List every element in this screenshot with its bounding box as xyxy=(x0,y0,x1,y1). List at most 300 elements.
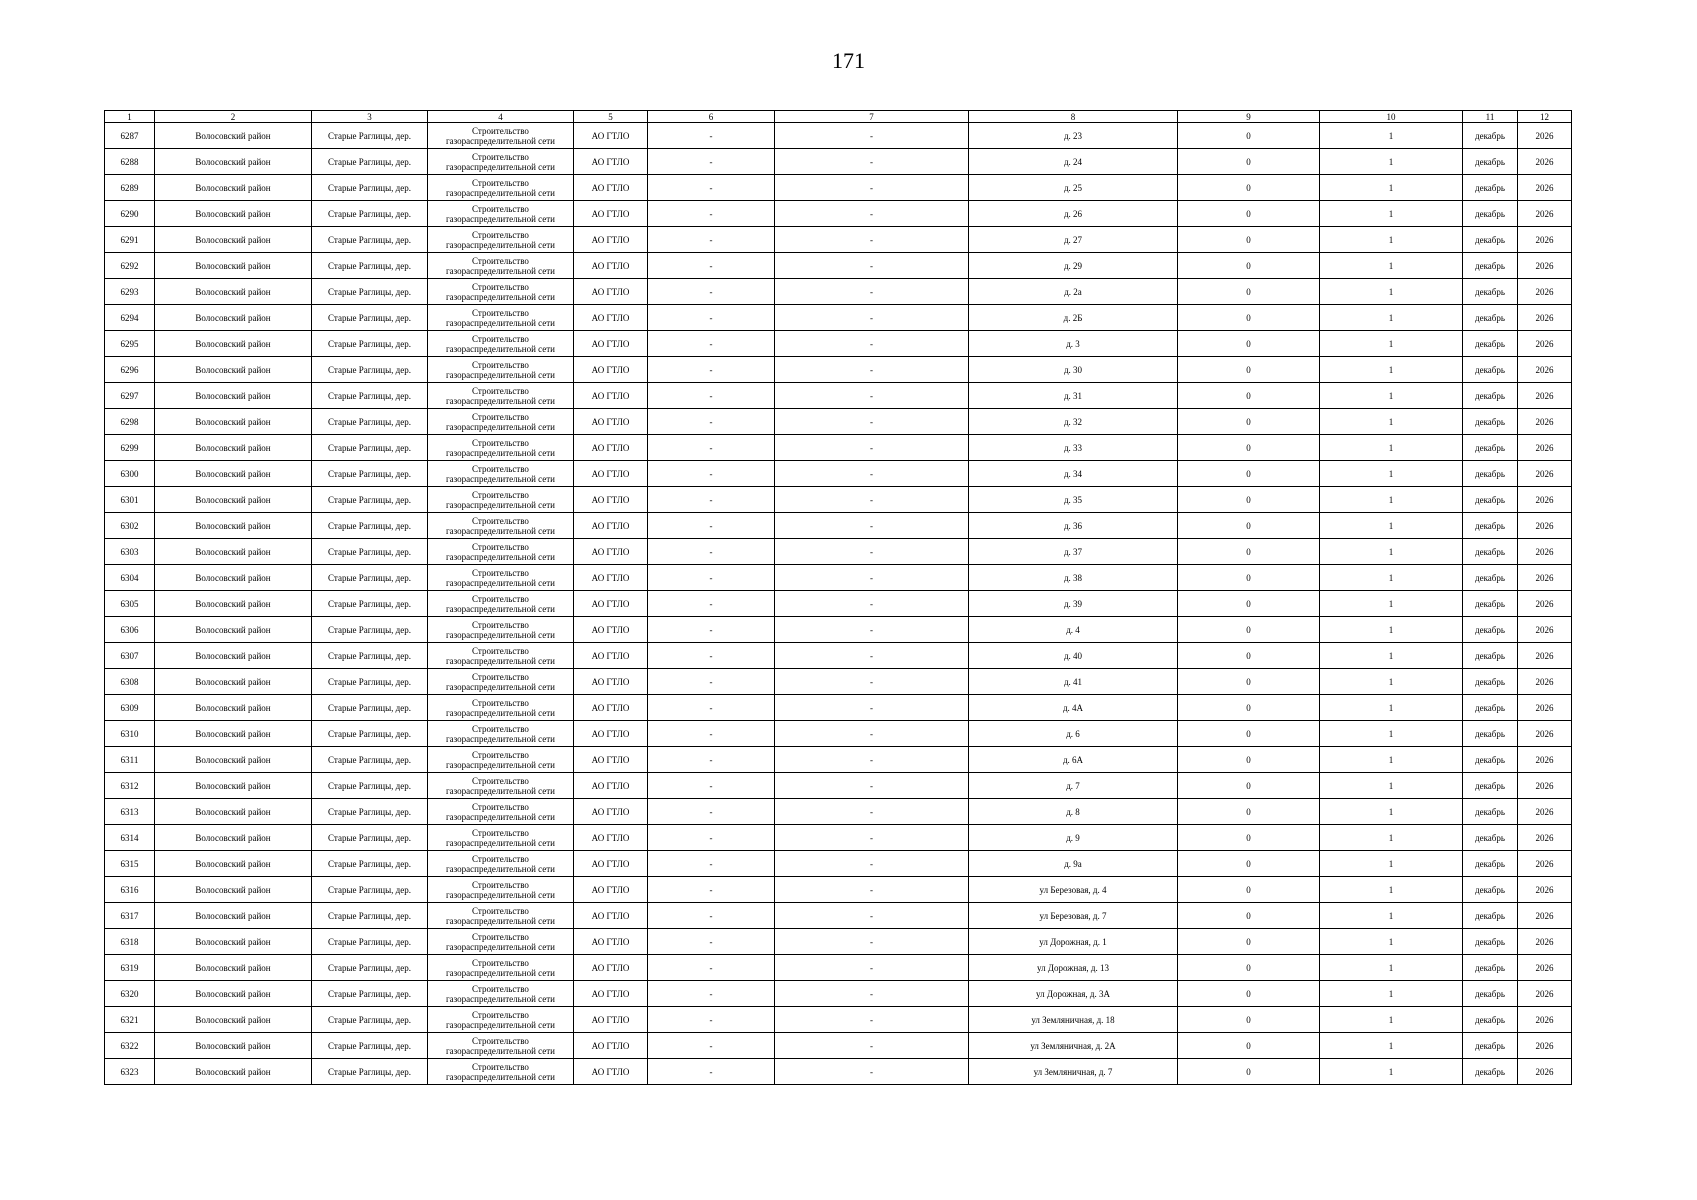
column-9-cell: 0 xyxy=(1178,669,1320,695)
column-6-cell: - xyxy=(648,695,775,721)
column-6-cell: - xyxy=(648,123,775,149)
year-cell: 2026 xyxy=(1518,175,1572,201)
column-9-cell: 0 xyxy=(1178,513,1320,539)
year-cell: 2026 xyxy=(1518,773,1572,799)
table-row xyxy=(105,617,1572,643)
column-7-cell: - xyxy=(775,227,969,253)
year-cell: 2026 xyxy=(1518,279,1572,305)
organization-cell: АО ГТЛО xyxy=(574,773,648,799)
column-9-cell: 0 xyxy=(1178,331,1320,357)
column-6-cell: - xyxy=(648,721,775,747)
district-cell: Волосовский район xyxy=(155,1033,312,1059)
settlement-cell: Старые Раглицы, дер. xyxy=(312,565,428,591)
year-cell: 2026 xyxy=(1518,825,1572,851)
district-cell: Волосовский район xyxy=(155,331,312,357)
row-number: 6310 xyxy=(105,721,155,747)
column-6-cell: - xyxy=(648,565,775,591)
address-cell: ул Березовая, д. 7 xyxy=(969,903,1178,929)
column-7-cell: - xyxy=(775,669,969,695)
table-row xyxy=(105,643,1572,669)
year-cell: 2026 xyxy=(1518,539,1572,565)
table-row xyxy=(105,1007,1572,1033)
column-6-cell: - xyxy=(648,825,775,851)
column-header: 11 xyxy=(1463,111,1518,123)
column-10-cell: 1 xyxy=(1320,227,1463,253)
address-cell: д. 26 xyxy=(969,201,1178,227)
column-10-cell: 1 xyxy=(1320,487,1463,513)
year-cell: 2026 xyxy=(1518,253,1572,279)
address-cell: д. 4А xyxy=(969,695,1178,721)
table-row xyxy=(105,175,1572,201)
organization-cell: АО ГТЛО xyxy=(574,227,648,253)
work-type-cell: Строительство газораспределительной сети xyxy=(428,539,574,565)
year-cell: 2026 xyxy=(1518,721,1572,747)
month-cell: декабрь xyxy=(1463,929,1518,955)
year-cell: 2026 xyxy=(1518,955,1572,981)
address-cell: д. 34 xyxy=(969,461,1178,487)
row-number: 6315 xyxy=(105,851,155,877)
row-number: 6294 xyxy=(105,305,155,331)
column-6-cell: - xyxy=(648,201,775,227)
column-7-cell: - xyxy=(775,799,969,825)
month-cell: декабрь xyxy=(1463,461,1518,487)
district-cell: Волосовский район xyxy=(155,123,312,149)
address-cell: ул Дорожная, д. 13 xyxy=(969,955,1178,981)
district-cell: Волосовский район xyxy=(155,487,312,513)
district-cell: Волосовский район xyxy=(155,149,312,175)
column-7-cell: - xyxy=(775,279,969,305)
row-number: 6307 xyxy=(105,643,155,669)
address-cell: д. 24 xyxy=(969,149,1178,175)
table-row xyxy=(105,851,1572,877)
organization-cell: АО ГТЛО xyxy=(574,279,648,305)
settlement-cell: Старые Раглицы, дер. xyxy=(312,799,428,825)
settlement-cell: Старые Раглицы, дер. xyxy=(312,409,428,435)
column-6-cell: - xyxy=(648,929,775,955)
organization-cell: АО ГТЛО xyxy=(574,877,648,903)
column-6-cell: - xyxy=(648,591,775,617)
column-10-cell: 1 xyxy=(1320,721,1463,747)
table-row xyxy=(105,825,1572,851)
district-cell: Волосовский район xyxy=(155,721,312,747)
district-cell: Волосовский район xyxy=(155,955,312,981)
organization-cell: АО ГТЛО xyxy=(574,1033,648,1059)
column-10-cell: 1 xyxy=(1320,383,1463,409)
district-cell: Волосовский район xyxy=(155,305,312,331)
district-cell: Волосовский район xyxy=(155,1059,312,1085)
settlement-cell: Старые Раглицы, дер. xyxy=(312,643,428,669)
address-cell: д. 31 xyxy=(969,383,1178,409)
work-type-cell: Строительство газораспределительной сети xyxy=(428,331,574,357)
table-row xyxy=(105,435,1572,461)
month-cell: декабрь xyxy=(1463,331,1518,357)
column-7-cell: - xyxy=(775,877,969,903)
address-cell: д. 2а xyxy=(969,279,1178,305)
work-type-cell: Строительство газораспределительной сети xyxy=(428,305,574,331)
column-6-cell: - xyxy=(648,227,775,253)
row-number: 6300 xyxy=(105,461,155,487)
row-number: 6318 xyxy=(105,929,155,955)
address-cell: д. 2Б xyxy=(969,305,1178,331)
month-cell: декабрь xyxy=(1463,123,1518,149)
column-header: 9 xyxy=(1178,111,1320,123)
organization-cell: АО ГТЛО xyxy=(574,513,648,539)
row-number: 6302 xyxy=(105,513,155,539)
work-type-cell: Строительство газораспределительной сети xyxy=(428,1033,574,1059)
month-cell: декабрь xyxy=(1463,1033,1518,1059)
district-cell: Волосовский район xyxy=(155,825,312,851)
year-cell: 2026 xyxy=(1518,123,1572,149)
table-row xyxy=(105,773,1572,799)
column-10-cell: 1 xyxy=(1320,357,1463,383)
work-type-cell: Строительство газораспределительной сети xyxy=(428,877,574,903)
address-cell: д. 37 xyxy=(969,539,1178,565)
column-header: 8 xyxy=(969,111,1178,123)
column-6-cell: - xyxy=(648,149,775,175)
table-row xyxy=(105,721,1572,747)
column-9-cell: 0 xyxy=(1178,1033,1320,1059)
district-cell: Волосовский район xyxy=(155,981,312,1007)
month-cell: декабрь xyxy=(1463,643,1518,669)
organization-cell: АО ГТЛО xyxy=(574,201,648,227)
table-row xyxy=(105,955,1572,981)
work-type-cell: Строительство газораспределительной сети xyxy=(428,149,574,175)
row-number: 6299 xyxy=(105,435,155,461)
settlement-cell: Старые Раглицы, дер. xyxy=(312,487,428,513)
work-type-cell: Строительство газораспределительной сети xyxy=(428,175,574,201)
settlement-cell: Старые Раглицы, дер. xyxy=(312,305,428,331)
year-cell: 2026 xyxy=(1518,383,1572,409)
work-type-cell: Строительство газораспределительной сети xyxy=(428,825,574,851)
row-number: 6290 xyxy=(105,201,155,227)
column-6-cell: - xyxy=(648,747,775,773)
column-10-cell: 1 xyxy=(1320,825,1463,851)
settlement-cell: Старые Раглицы, дер. xyxy=(312,773,428,799)
year-cell: 2026 xyxy=(1518,643,1572,669)
column-10-cell: 1 xyxy=(1320,201,1463,227)
column-7-cell: - xyxy=(775,643,969,669)
settlement-cell: Старые Раглицы, дер. xyxy=(312,253,428,279)
page-number: 171 xyxy=(832,48,865,73)
table-row xyxy=(105,747,1572,773)
column-6-cell: - xyxy=(648,513,775,539)
district-cell: Волосовский район xyxy=(155,617,312,643)
settlement-cell: Старые Раглицы, дер. xyxy=(312,357,428,383)
district-cell: Волосовский район xyxy=(155,383,312,409)
column-10-cell: 1 xyxy=(1320,539,1463,565)
column-10-cell: 1 xyxy=(1320,929,1463,955)
year-cell: 2026 xyxy=(1518,695,1572,721)
table-row xyxy=(105,903,1572,929)
header-row xyxy=(105,111,1572,123)
address-cell: д. 8 xyxy=(969,799,1178,825)
column-7-cell: - xyxy=(775,123,969,149)
column-6-cell: - xyxy=(648,435,775,461)
column-10-cell: 1 xyxy=(1320,773,1463,799)
column-10-cell: 1 xyxy=(1320,123,1463,149)
settlement-cell: Старые Раглицы, дер. xyxy=(312,175,428,201)
organization-cell: АО ГТЛО xyxy=(574,305,648,331)
table-row xyxy=(105,357,1572,383)
column-6-cell: - xyxy=(648,877,775,903)
table-row xyxy=(105,149,1572,175)
district-cell: Волосовский район xyxy=(155,877,312,903)
organization-cell: АО ГТЛО xyxy=(574,357,648,383)
row-number: 6321 xyxy=(105,1007,155,1033)
organization-cell: АО ГТЛО xyxy=(574,643,648,669)
month-cell: декабрь xyxy=(1463,773,1518,799)
year-cell: 2026 xyxy=(1518,201,1572,227)
row-number: 6319 xyxy=(105,955,155,981)
year-cell: 2026 xyxy=(1518,1059,1572,1085)
row-number: 6298 xyxy=(105,409,155,435)
row-number: 6320 xyxy=(105,981,155,1007)
month-cell: декабрь xyxy=(1463,617,1518,643)
column-7-cell: - xyxy=(775,331,969,357)
column-10-cell: 1 xyxy=(1320,591,1463,617)
column-7-cell: - xyxy=(775,149,969,175)
district-cell: Волосовский район xyxy=(155,409,312,435)
organization-cell: АО ГТЛО xyxy=(574,747,648,773)
work-type-cell: Строительство газораспределительной сети xyxy=(428,253,574,279)
district-cell: Волосовский район xyxy=(155,227,312,253)
column-6-cell: - xyxy=(648,981,775,1007)
column-7-cell: - xyxy=(775,773,969,799)
work-type-cell: Строительство газораспределительной сети xyxy=(428,461,574,487)
column-7-cell: - xyxy=(775,981,969,1007)
organization-cell: АО ГТЛО xyxy=(574,721,648,747)
district-cell: Волосовский район xyxy=(155,799,312,825)
column-7-cell: - xyxy=(775,591,969,617)
address-cell: ул Дорожная, д. 1 xyxy=(969,929,1178,955)
column-7-cell: - xyxy=(775,851,969,877)
organization-cell: АО ГТЛО xyxy=(574,1059,648,1085)
column-6-cell: - xyxy=(648,903,775,929)
address-cell: д. 39 xyxy=(969,591,1178,617)
organization-cell: АО ГТЛО xyxy=(574,851,648,877)
column-header: 4 xyxy=(428,111,574,123)
month-cell: декабрь xyxy=(1463,877,1518,903)
work-type-cell: Строительство газораспределительной сети xyxy=(428,955,574,981)
year-cell: 2026 xyxy=(1518,747,1572,773)
column-6-cell: - xyxy=(648,305,775,331)
column-9-cell: 0 xyxy=(1178,981,1320,1007)
address-cell: д. 9а xyxy=(969,851,1178,877)
settlement-cell: Старые Раглицы, дер. xyxy=(312,513,428,539)
address-cell: д. 36 xyxy=(969,513,1178,539)
table-row xyxy=(105,461,1572,487)
column-6-cell: - xyxy=(648,1033,775,1059)
month-cell: декабрь xyxy=(1463,981,1518,1007)
organization-cell: АО ГТЛО xyxy=(574,565,648,591)
table-row xyxy=(105,877,1572,903)
column-7-cell: - xyxy=(775,617,969,643)
district-cell: Волосовский район xyxy=(155,851,312,877)
district-cell: Волосовский район xyxy=(155,539,312,565)
row-number: 6304 xyxy=(105,565,155,591)
row-number: 6312 xyxy=(105,773,155,799)
district-cell: Волосовский район xyxy=(155,643,312,669)
column-9-cell: 0 xyxy=(1178,721,1320,747)
month-cell: декабрь xyxy=(1463,903,1518,929)
column-6-cell: - xyxy=(648,617,775,643)
year-cell: 2026 xyxy=(1518,149,1572,175)
column-9-cell: 0 xyxy=(1178,591,1320,617)
column-10-cell: 1 xyxy=(1320,669,1463,695)
column-6-cell: - xyxy=(648,669,775,695)
column-header: 12 xyxy=(1518,111,1572,123)
column-9-cell: 0 xyxy=(1178,747,1320,773)
column-6-cell: - xyxy=(648,851,775,877)
settlement-cell: Старые Раглицы, дер. xyxy=(312,747,428,773)
column-9-cell: 0 xyxy=(1178,1059,1320,1085)
column-9-cell: 0 xyxy=(1178,929,1320,955)
settlement-cell: Старые Раглицы, дер. xyxy=(312,331,428,357)
column-10-cell: 1 xyxy=(1320,643,1463,669)
organization-cell: АО ГТЛО xyxy=(574,383,648,409)
column-10-cell: 1 xyxy=(1320,435,1463,461)
work-type-cell: Строительство газораспределительной сети xyxy=(428,747,574,773)
column-7-cell: - xyxy=(775,1059,969,1085)
table-row xyxy=(105,383,1572,409)
month-cell: декабрь xyxy=(1463,669,1518,695)
column-10-cell: 1 xyxy=(1320,903,1463,929)
column-6-cell: - xyxy=(648,383,775,409)
organization-cell: АО ГТЛО xyxy=(574,799,648,825)
column-7-cell: - xyxy=(775,175,969,201)
column-7-cell: - xyxy=(775,513,969,539)
work-type-cell: Строительство газораспределительной сети xyxy=(428,227,574,253)
column-9-cell: 0 xyxy=(1178,201,1320,227)
year-cell: 2026 xyxy=(1518,617,1572,643)
address-cell: ул Дорожная, д. 3А xyxy=(969,981,1178,1007)
column-7-cell: - xyxy=(775,747,969,773)
organization-cell: АО ГТЛО xyxy=(574,825,648,851)
district-cell: Волосовский район xyxy=(155,175,312,201)
column-6-cell: - xyxy=(648,279,775,305)
column-6-cell: - xyxy=(648,799,775,825)
address-cell: д. 32 xyxy=(969,409,1178,435)
column-9-cell: 0 xyxy=(1178,903,1320,929)
column-10-cell: 1 xyxy=(1320,695,1463,721)
column-10-cell: 1 xyxy=(1320,331,1463,357)
table-row xyxy=(105,539,1572,565)
organization-cell: АО ГТЛО xyxy=(574,955,648,981)
column-9-cell: 0 xyxy=(1178,565,1320,591)
table-row xyxy=(105,201,1572,227)
settlement-cell: Старые Раглицы, дер. xyxy=(312,851,428,877)
settlement-cell: Старые Раглицы, дер. xyxy=(312,1007,428,1033)
column-9-cell: 0 xyxy=(1178,305,1320,331)
settlement-cell: Старые Раглицы, дер. xyxy=(312,1059,428,1085)
year-cell: 2026 xyxy=(1518,981,1572,1007)
month-cell: декабрь xyxy=(1463,1059,1518,1085)
address-cell: д. 7 xyxy=(969,773,1178,799)
organization-cell: АО ГТЛО xyxy=(574,695,648,721)
month-cell: декабрь xyxy=(1463,383,1518,409)
address-cell: д. 41 xyxy=(969,669,1178,695)
month-cell: декабрь xyxy=(1463,799,1518,825)
column-6-cell: - xyxy=(648,539,775,565)
column-6-cell: - xyxy=(648,253,775,279)
year-cell: 2026 xyxy=(1518,799,1572,825)
district-cell: Волосовский район xyxy=(155,747,312,773)
row-number: 6291 xyxy=(105,227,155,253)
column-9-cell: 0 xyxy=(1178,487,1320,513)
organization-cell: АО ГТЛО xyxy=(574,175,648,201)
work-type-cell: Строительство газораспределительной сети xyxy=(428,851,574,877)
address-cell: ул Земляничная, д. 2А xyxy=(969,1033,1178,1059)
month-cell: декабрь xyxy=(1463,357,1518,383)
organization-cell: АО ГТЛО xyxy=(574,669,648,695)
work-type-cell: Строительство газораспределительной сети xyxy=(428,279,574,305)
work-type-cell: Строительство газораспределительной сети xyxy=(428,123,574,149)
work-type-cell: Строительство газораспределительной сети xyxy=(428,903,574,929)
district-cell: Волосовский район xyxy=(155,461,312,487)
row-number: 6322 xyxy=(105,1033,155,1059)
organization-cell: АО ГТЛО xyxy=(574,591,648,617)
column-9-cell: 0 xyxy=(1178,877,1320,903)
column-7-cell: - xyxy=(775,201,969,227)
table-row xyxy=(105,799,1572,825)
district-cell: Волосовский район xyxy=(155,513,312,539)
work-type-cell: Строительство газораспределительной сети xyxy=(428,513,574,539)
address-cell: д. 35 xyxy=(969,487,1178,513)
month-cell: декабрь xyxy=(1463,955,1518,981)
table-row xyxy=(105,929,1572,955)
year-cell: 2026 xyxy=(1518,851,1572,877)
column-10-cell: 1 xyxy=(1320,851,1463,877)
column-header: 6 xyxy=(648,111,775,123)
table-row xyxy=(105,305,1572,331)
column-10-cell: 1 xyxy=(1320,1033,1463,1059)
month-cell: декабрь xyxy=(1463,253,1518,279)
month-cell: декабрь xyxy=(1463,591,1518,617)
year-cell: 2026 xyxy=(1518,669,1572,695)
column-9-cell: 0 xyxy=(1178,227,1320,253)
column-7-cell: - xyxy=(775,435,969,461)
row-number: 6317 xyxy=(105,903,155,929)
table-row xyxy=(105,409,1572,435)
column-7-cell: - xyxy=(775,487,969,513)
column-9-cell: 0 xyxy=(1178,539,1320,565)
column-10-cell: 1 xyxy=(1320,175,1463,201)
organization-cell: АО ГТЛО xyxy=(574,409,648,435)
address-cell: д. 4 xyxy=(969,617,1178,643)
column-10-cell: 1 xyxy=(1320,747,1463,773)
district-cell: Волосовский район xyxy=(155,695,312,721)
column-10-cell: 1 xyxy=(1320,461,1463,487)
column-9-cell: 0 xyxy=(1178,383,1320,409)
district-cell: Волосовский район xyxy=(155,435,312,461)
column-header: 5 xyxy=(574,111,648,123)
column-7-cell: - xyxy=(775,955,969,981)
address-cell: д. 29 xyxy=(969,253,1178,279)
work-type-cell: Строительство газораспределительной сети xyxy=(428,617,574,643)
column-7-cell: - xyxy=(775,1007,969,1033)
column-10-cell: 1 xyxy=(1320,799,1463,825)
work-type-cell: Строительство газораспределительной сети xyxy=(428,773,574,799)
district-cell: Волосовский район xyxy=(155,903,312,929)
column-7-cell: - xyxy=(775,565,969,591)
settlement-cell: Старые Раглицы, дер. xyxy=(312,669,428,695)
month-cell: декабрь xyxy=(1463,305,1518,331)
work-type-cell: Строительство газораспределительной сети xyxy=(428,669,574,695)
row-number: 6316 xyxy=(105,877,155,903)
column-10-cell: 1 xyxy=(1320,253,1463,279)
column-10-cell: 1 xyxy=(1320,1059,1463,1085)
settlement-cell: Старые Раглицы, дер. xyxy=(312,1033,428,1059)
